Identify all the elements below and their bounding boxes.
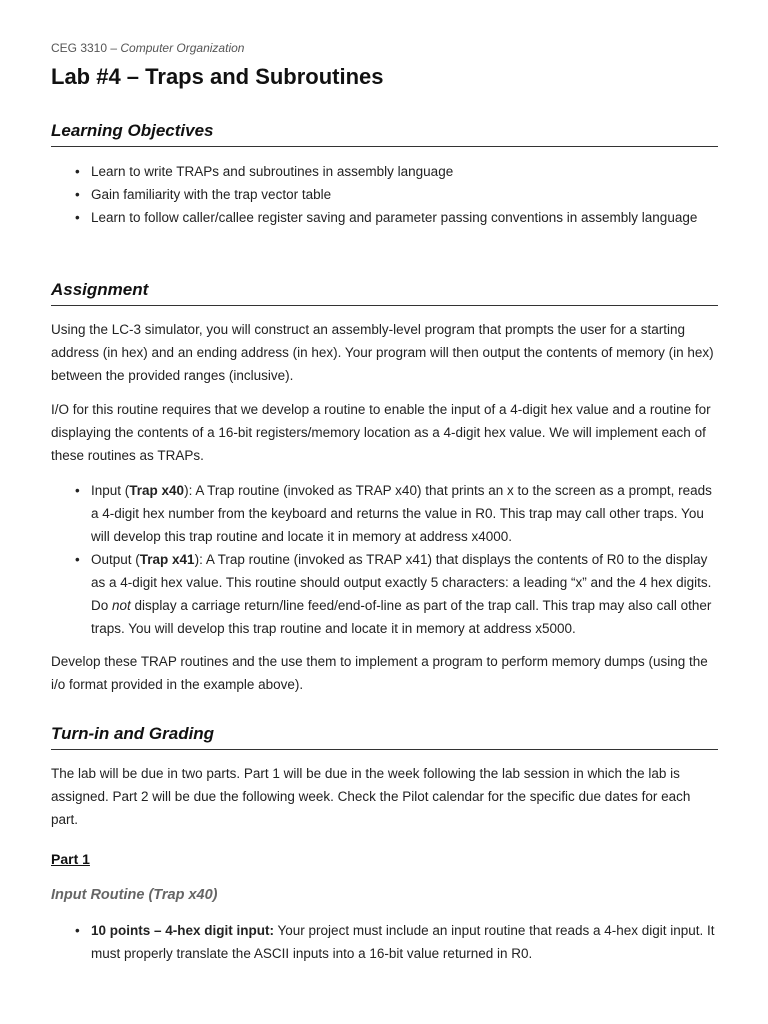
output-label: Output ( <box>91 552 140 567</box>
grading-paragraph: The lab will be due in two parts. Part 1 will be due in the week following the lab session in which the lab is assigned. Part 2 will be due the following week. Check the Pilot calendar for the specific due dates for each part. <box>51 766 691 827</box>
list-item <box>51 919 721 965</box>
input-label: Input ( <box>91 483 130 498</box>
list-item: • Gain familiarity with the trap vector table <box>51 183 721 206</box>
part-1-heading: Part 1 <box>51 851 90 867</box>
grading-list <box>51 919 721 965</box>
assignment-heading: Assignment <box>51 280 718 306</box>
points-label: 10 points – 4-hex digit input: <box>91 923 275 938</box>
grading-heading: Turn-in and Grading <box>51 724 718 750</box>
input-routine-subheading: Input Routine (Trap x40) <box>51 887 218 903</box>
output-trap-code: Trap x41 <box>139 552 195 567</box>
input-trap-code: Trap x40 <box>129 483 185 498</box>
points-description: Your project must include an input routine that reads a 4-hex digit input. It must properly translate the ASCII inputs into a 16-bit value returned in R0. <box>91 923 715 961</box>
list-item: • Learn to write TRAPs and subroutines in assembly language <box>51 160 721 183</box>
list-item: • Learn to follow caller/callee register saving and parameter passing conventions in assembly language <box>51 206 721 229</box>
assignment-paragraph-2: I/O for this routine requires that we develop a routine to enable the input of a 4-digit hex value and a routine for displaying the contents of a 16-bit registers/memory location as a 4-digit hex value. We will implement each of these routines as TRAPs. <box>51 402 711 463</box>
assignment-paragraph-3: Develop these TRAP routines and the use them to implement a program to perform memory dumps (using the i/o format provided in the example above). <box>51 654 708 692</box>
course-name: Computer Organization <box>120 41 245 55</box>
emphasis-not: not <box>112 598 131 613</box>
list-item-input-trap <box>51 479 721 548</box>
trap-list <box>51 479 721 640</box>
input-description: ): A Trap routine (invoked as TRAP x40) that prints an x to the screen as a prompt, reads a 4-digit hex number from the keyboard and returns the value in R0. This trap may call other traps. You will develop this trap routine and locate it in memory at address x4000. <box>91 483 712 544</box>
objectives-list <box>51 160 721 229</box>
list-item-output-trap <box>51 548 721 640</box>
course-label <box>51 41 244 55</box>
course-code: CEG 3310 – <box>51 41 118 55</box>
assignment-paragraph-1: Using the LC-3 simulator, you will construct an assembly-level program that prompts the user for a starting address (in hex) and an ending address (in hex). Your program will then output the contents of memory (in hex) between the provided ranges (inclusive). <box>51 322 714 383</box>
output-description-a: ): A Trap routine (invoked as TRAP x41) that displays the contents of R0 to the display as a 4-digit hex value. This routine should output exactly 5 characters: a leading “x” and the 4 hex digits. Do <box>91 552 712 613</box>
objectives-heading: Learning Objectives <box>51 121 718 147</box>
page-title: Lab #4 – Traps and Subroutines <box>51 64 384 89</box>
output-description-b: display a carriage return/line feed/end-of-line as part of the trap call. This trap may also call other traps. You will develop this trap routine and locate it in memory at address x5000. <box>91 598 712 636</box>
